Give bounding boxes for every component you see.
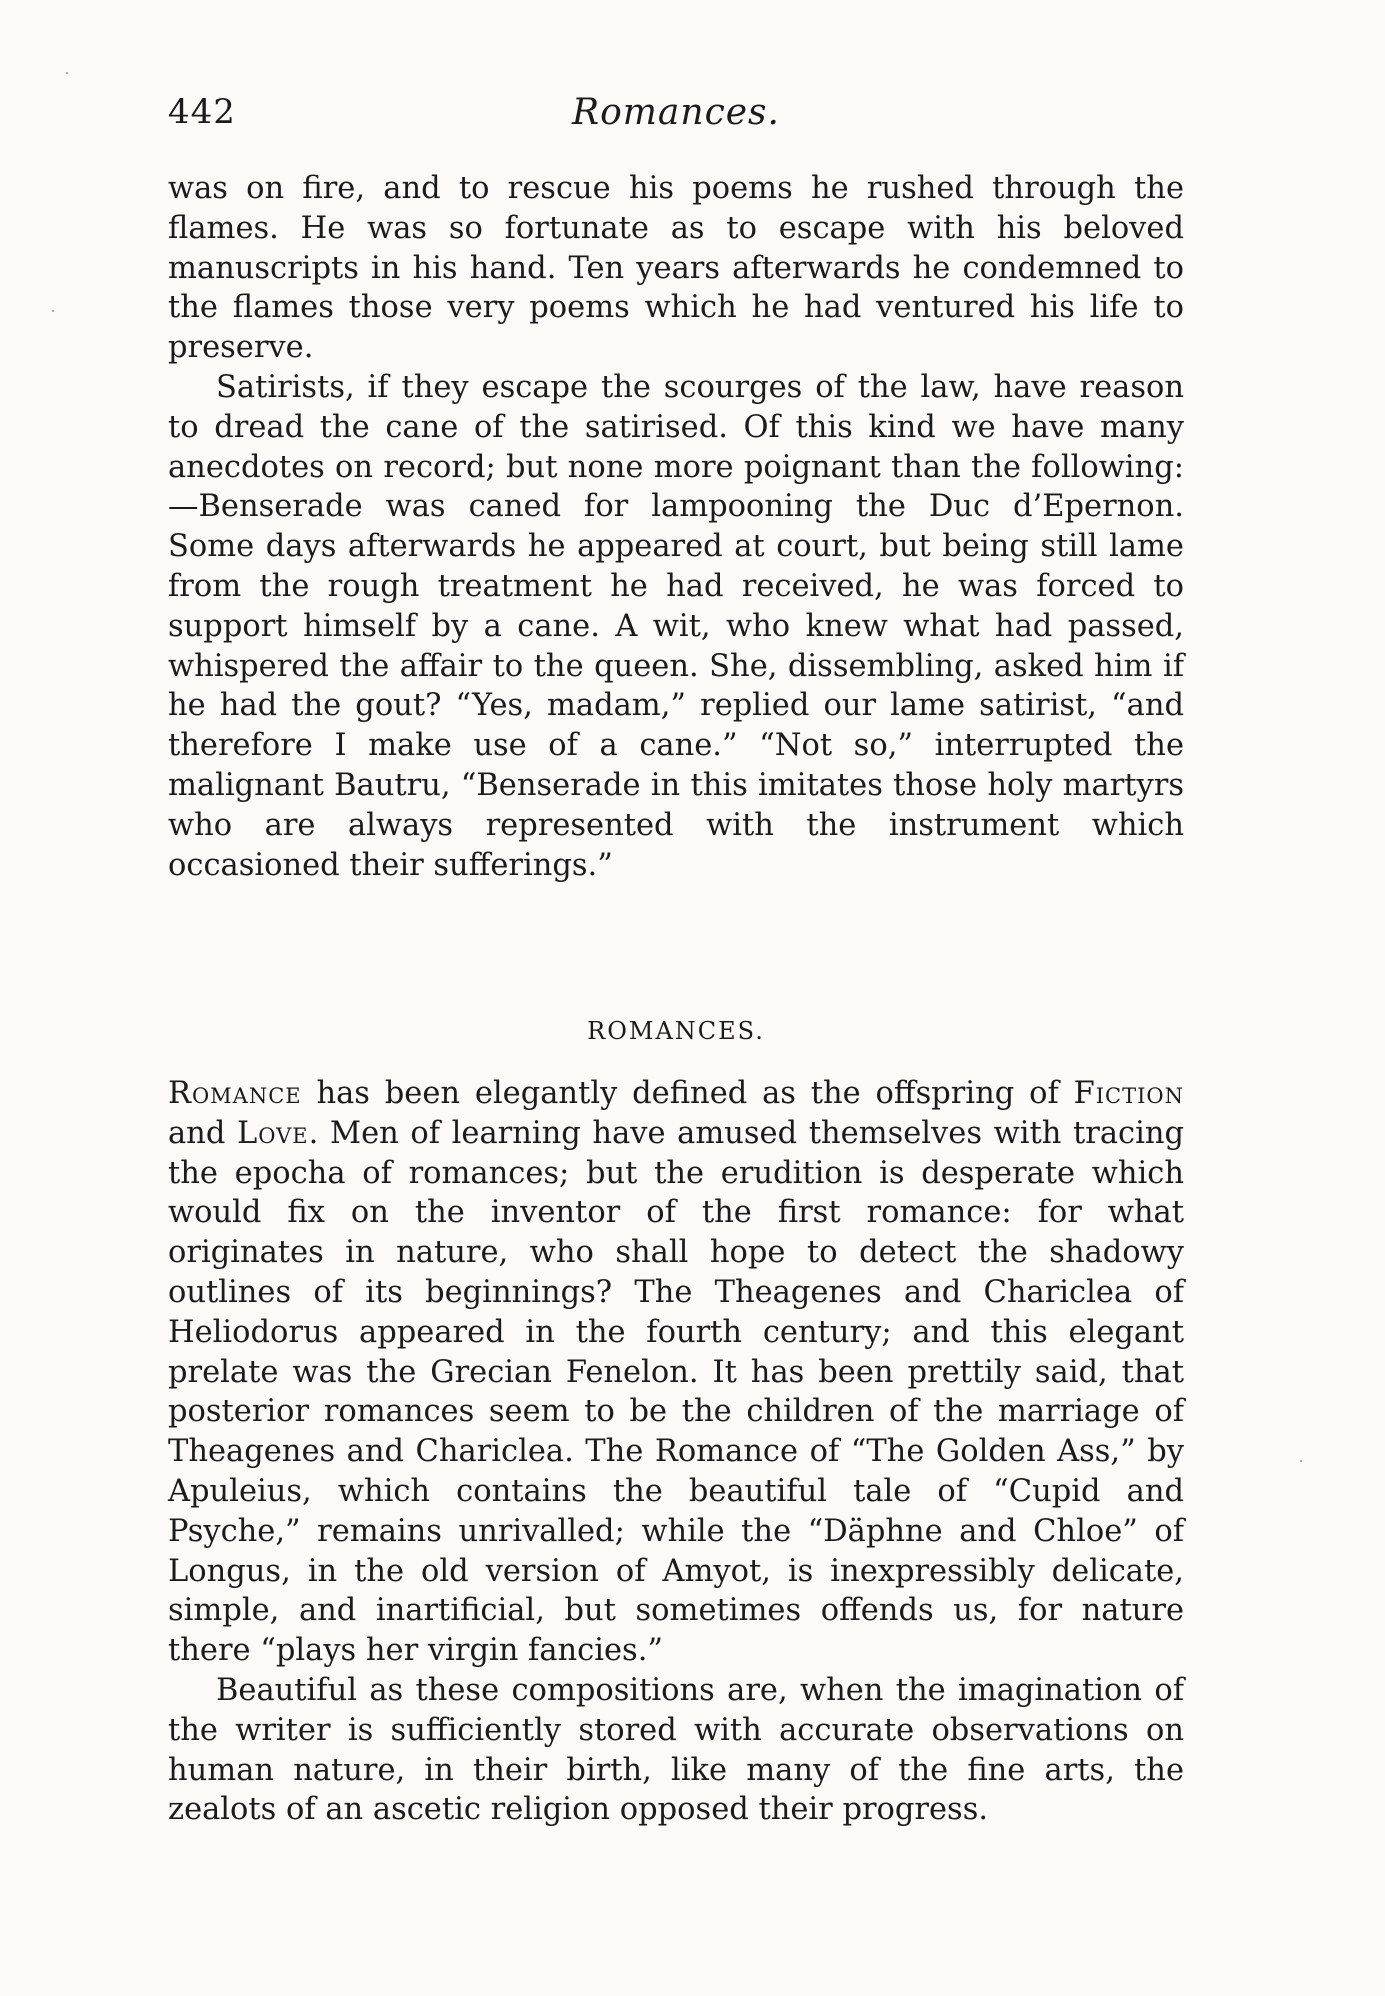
- scan-speck: [52, 310, 54, 312]
- body-text-top: [168, 169, 1184, 885]
- scan-speck: [66, 72, 68, 74]
- small-caps-romance: Romance: [168, 1076, 302, 1111]
- page-number: 442: [168, 92, 236, 132]
- paragraph-satirists: Satirists, if they escape the scourges of the law, have reason to dread the cane of the satirised. Of this kind we have many anecdotes on record; but none more poignant than the following:—Benserade was caned for lampooning the Duc d’Epernon. Some days afterwards he appeared at court, but being still lame from the rough treatment he had received, he was forced to support himself by a cane. A wit, who knew what had passed, whispered the affair to the queen. She, dissembling, asked him if he had the gout? “Yes, madam,” replied our lame satirist, “and therefore I make use of a cane.” “Not so,” interrupted the malignant Bautru, “Benserade in this imitates those holy martyrs who are always represented with the instrument which occasioned their sufferings.”: [168, 369, 1184, 883]
- paragraph-continued: was on fire, and to rescue his poems he rushed through the flames. He was so fortunate as to escape with his beloved manuscripts in his hand. Ten years afterwards he condemned to the flames those very poems which he had ventured his life to preserve.: [168, 171, 1184, 366]
- text-run: and: [168, 1115, 237, 1151]
- body-text-romances: [168, 1074, 1184, 1830]
- paragraph-romance-definition: [168, 1074, 1184, 1671]
- small-caps-love: Love: [236, 1115, 309, 1151]
- section-heading: ROMANCES.: [587, 1017, 765, 1045]
- scan-speck: [1300, 1460, 1302, 1462]
- page-header: [168, 92, 1184, 142]
- paragraph-beautiful: Beautiful as these compositions are, when the imagination of the writer is sufficiently stored with accurate observations on human nature, in their birth, like many of the fine arts, the zealots of an ascetic religion opposed their progress.: [168, 1672, 1184, 1828]
- small-caps-fiction: Fiction: [1073, 1076, 1184, 1111]
- running-head: Romances.: [572, 92, 780, 133]
- text-run: . Men of learning have amused themselves with tracing the epocha of romances; but the erudition is desperate which would fix on the inventor of the first romance: for what originates in nature, who shall hope to detect the shadowy outlines of its beginnings? The Theagenes and Chariclea of Heliodorus appeared in the fourth century; and this elegant prelate was the Grecian Fenelon. It has been prettily said, that posterior romances seem to be the children of the marriage of Theagenes and Chariclea. The Romance of “The Golden Ass,” by Apuleius, which contains the beautiful tale of “Cupid and Psyche,” remains unrivalled; while the “Däphne and Chloe” of Longus, in the old version of Amyot, is inexpressibly delicate, simple, and inartificial, but sometimes offends us, for nature there “plays her virgin fancies.”: [168, 1115, 1185, 1669]
- text-run: has been elegantly defined as the offspring of: [301, 1076, 1074, 1111]
